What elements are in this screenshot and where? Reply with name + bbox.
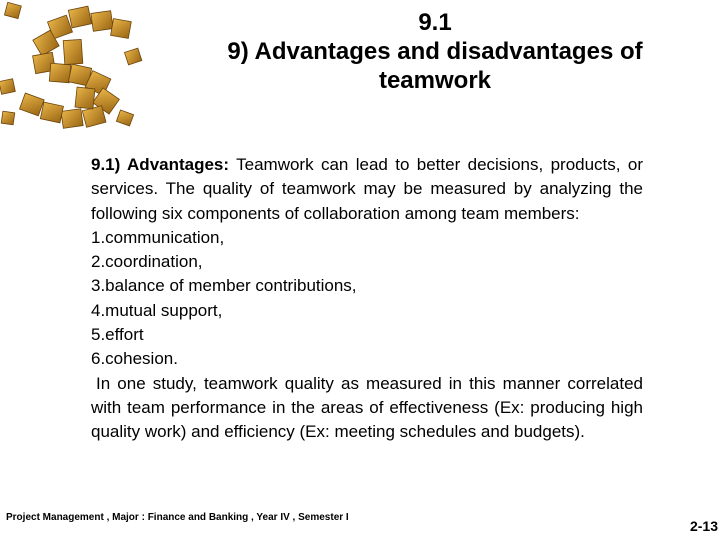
slide-content (91, 153, 643, 445)
footer-course: Project Management , Major : Finance and Banking , Year IV , Semester I (6, 512, 349, 523)
dollar-blocks-logo (0, 0, 150, 130)
advantages-text: Teamwork can lead to better decisions, products, or services. The quality of teamwork may be measured by analyzing the following six components of collaboration among team members: (91, 155, 643, 223)
list-item: 3.balance of member contributions, (91, 276, 357, 296)
page-number: 2-13 (689, 518, 718, 534)
list-item: 2.coordination, (91, 252, 203, 272)
list-item: 5.effort (91, 325, 144, 345)
advantages-heading: 9.1) Advantages: (91, 155, 230, 174)
list-item: 1.communication, (91, 227, 225, 247)
conclusion-text: In one study, teamwork quality as measured in this manner correlated with team performance in the areas of effectiveness (Ex: producing high quality work) and efficiency (Ex: meeting schedules and budgets). (91, 373, 643, 442)
title-line-2: teamwork (378, 67, 492, 94)
component-list (91, 226, 643, 372)
slide-title (150, 8, 720, 95)
title-number: 9.1 (418, 9, 452, 36)
list-item: 4.mutual support, (91, 300, 223, 320)
advantages-intro (91, 153, 643, 226)
list-item: 6.cohesion. (91, 349, 178, 369)
title-line-1: 9) Advantages and disadvantages of (227, 38, 643, 65)
